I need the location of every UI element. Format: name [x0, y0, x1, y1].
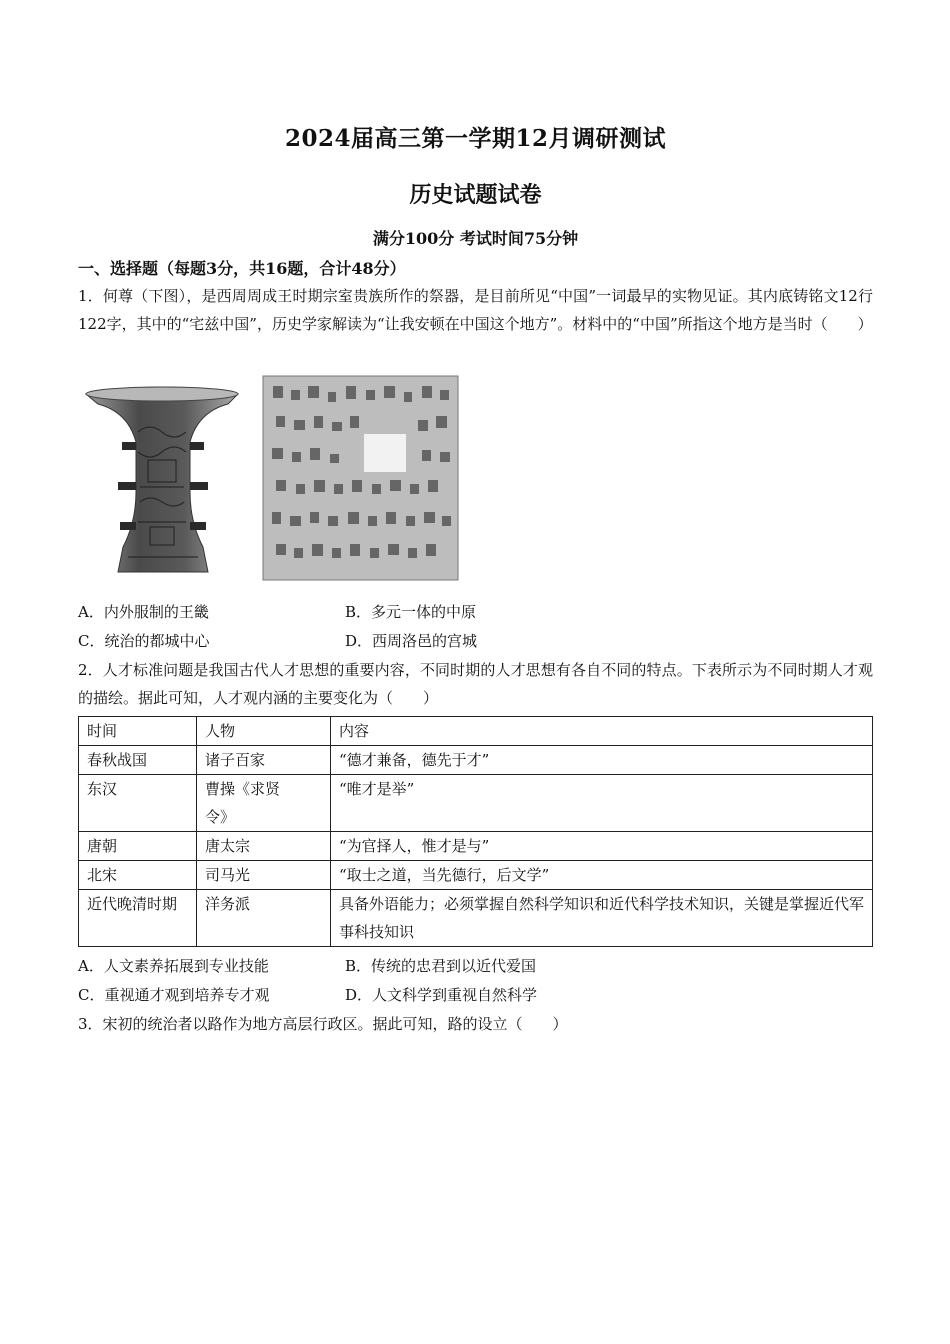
table-cell: 洋务派: [197, 890, 331, 947]
exam-subtitle: 历史试题试卷: [409, 182, 542, 208]
talent-view-table: [78, 716, 873, 947]
q2-option-a[interactable]: A．人文素养拓展到专业技能: [78, 957, 269, 975]
exam-title: 2024届高三第一学期12月调研测试: [284, 125, 667, 152]
q2-option-c[interactable]: C．重视通才观到培养专才观: [78, 986, 270, 1004]
question-2-text: 2．人才标准问题是我国古代人才思想的重要内容，不同时期的人才思想有各自不同的特点。下表所示为不同时期人才观的描绘。据此可知，人才观内涵的主要变化为（ ）: [78, 661, 873, 707]
table-header-cell: 内容: [331, 717, 873, 746]
table-header-cell: 人物: [197, 717, 331, 746]
q1-option-a[interactable]: A．内外服制的王畿: [78, 603, 209, 621]
q2-option-d[interactable]: D．人文科学到重视自然科学: [345, 986, 538, 1004]
table-cell: 北宋: [79, 861, 197, 890]
table-cell: “为官择人，惟才是与”: [331, 832, 873, 861]
table-cell: “德才兼备，德先于才”: [331, 746, 873, 775]
table-cell: 具备外语能力；必须掌握自然科学知识和近代科学技术知识，关键是掌握近代军事科技知识: [331, 890, 873, 947]
question-1-text: 1．何尊（下图），是西周周成王时期宗室贵族所作的祭器，是目前所见“中国”一词最早的实物见证。其内底铸铭文12行122字，其中的“宅兹中国”，历史学家解读为“让我安顿在中国这个地方”。材料中的“中国”所指这个地方是当时（ ）: [78, 287, 873, 333]
exam-info: 满分100分 考试时间75分钟: [372, 229, 579, 248]
table-row: [79, 775, 873, 832]
table-cell: 曹操《求贤令》: [197, 775, 331, 832]
table-cell: 诸子百家: [197, 746, 331, 775]
table-cell: 唐太宗: [197, 832, 331, 861]
table-cell: “取士之道，当先德行，后文学”: [331, 861, 873, 890]
bronze-vessel-image: [86, 387, 238, 572]
q1-option-b[interactable]: B．多元一体的中原: [345, 603, 477, 621]
table-cell: 近代晚清时期: [79, 890, 197, 947]
q1-option-d[interactable]: D．西周洛邑的宫城: [345, 632, 478, 650]
table-row: [79, 890, 873, 947]
q2-option-b[interactable]: B．传统的忠君到以近代爱国: [345, 957, 537, 975]
section-heading: 一、选择题（每题3分，共16题，合计48分）: [78, 259, 406, 278]
table-cell: 春秋战国: [79, 746, 197, 775]
table-header-cell: 时间: [79, 717, 197, 746]
table-row: [79, 746, 873, 775]
table-cell: “唯才是举”: [331, 775, 873, 832]
he-zun-figure: [78, 372, 463, 582]
table-row: [79, 832, 873, 861]
table-cell: 司马光: [197, 861, 331, 890]
inscription-rubbing-image: [263, 376, 458, 580]
table-row: [79, 861, 873, 890]
question-3-text: 3．宋初的统治者以路作为地方高层行政区。据此可知，路的设立（ ）: [78, 1015, 568, 1033]
q1-option-c[interactable]: C．统治的都城中心: [78, 632, 210, 650]
table-cell: 唐朝: [79, 832, 197, 861]
table-header-row: [79, 717, 873, 746]
table-cell: 东汉: [79, 775, 197, 832]
